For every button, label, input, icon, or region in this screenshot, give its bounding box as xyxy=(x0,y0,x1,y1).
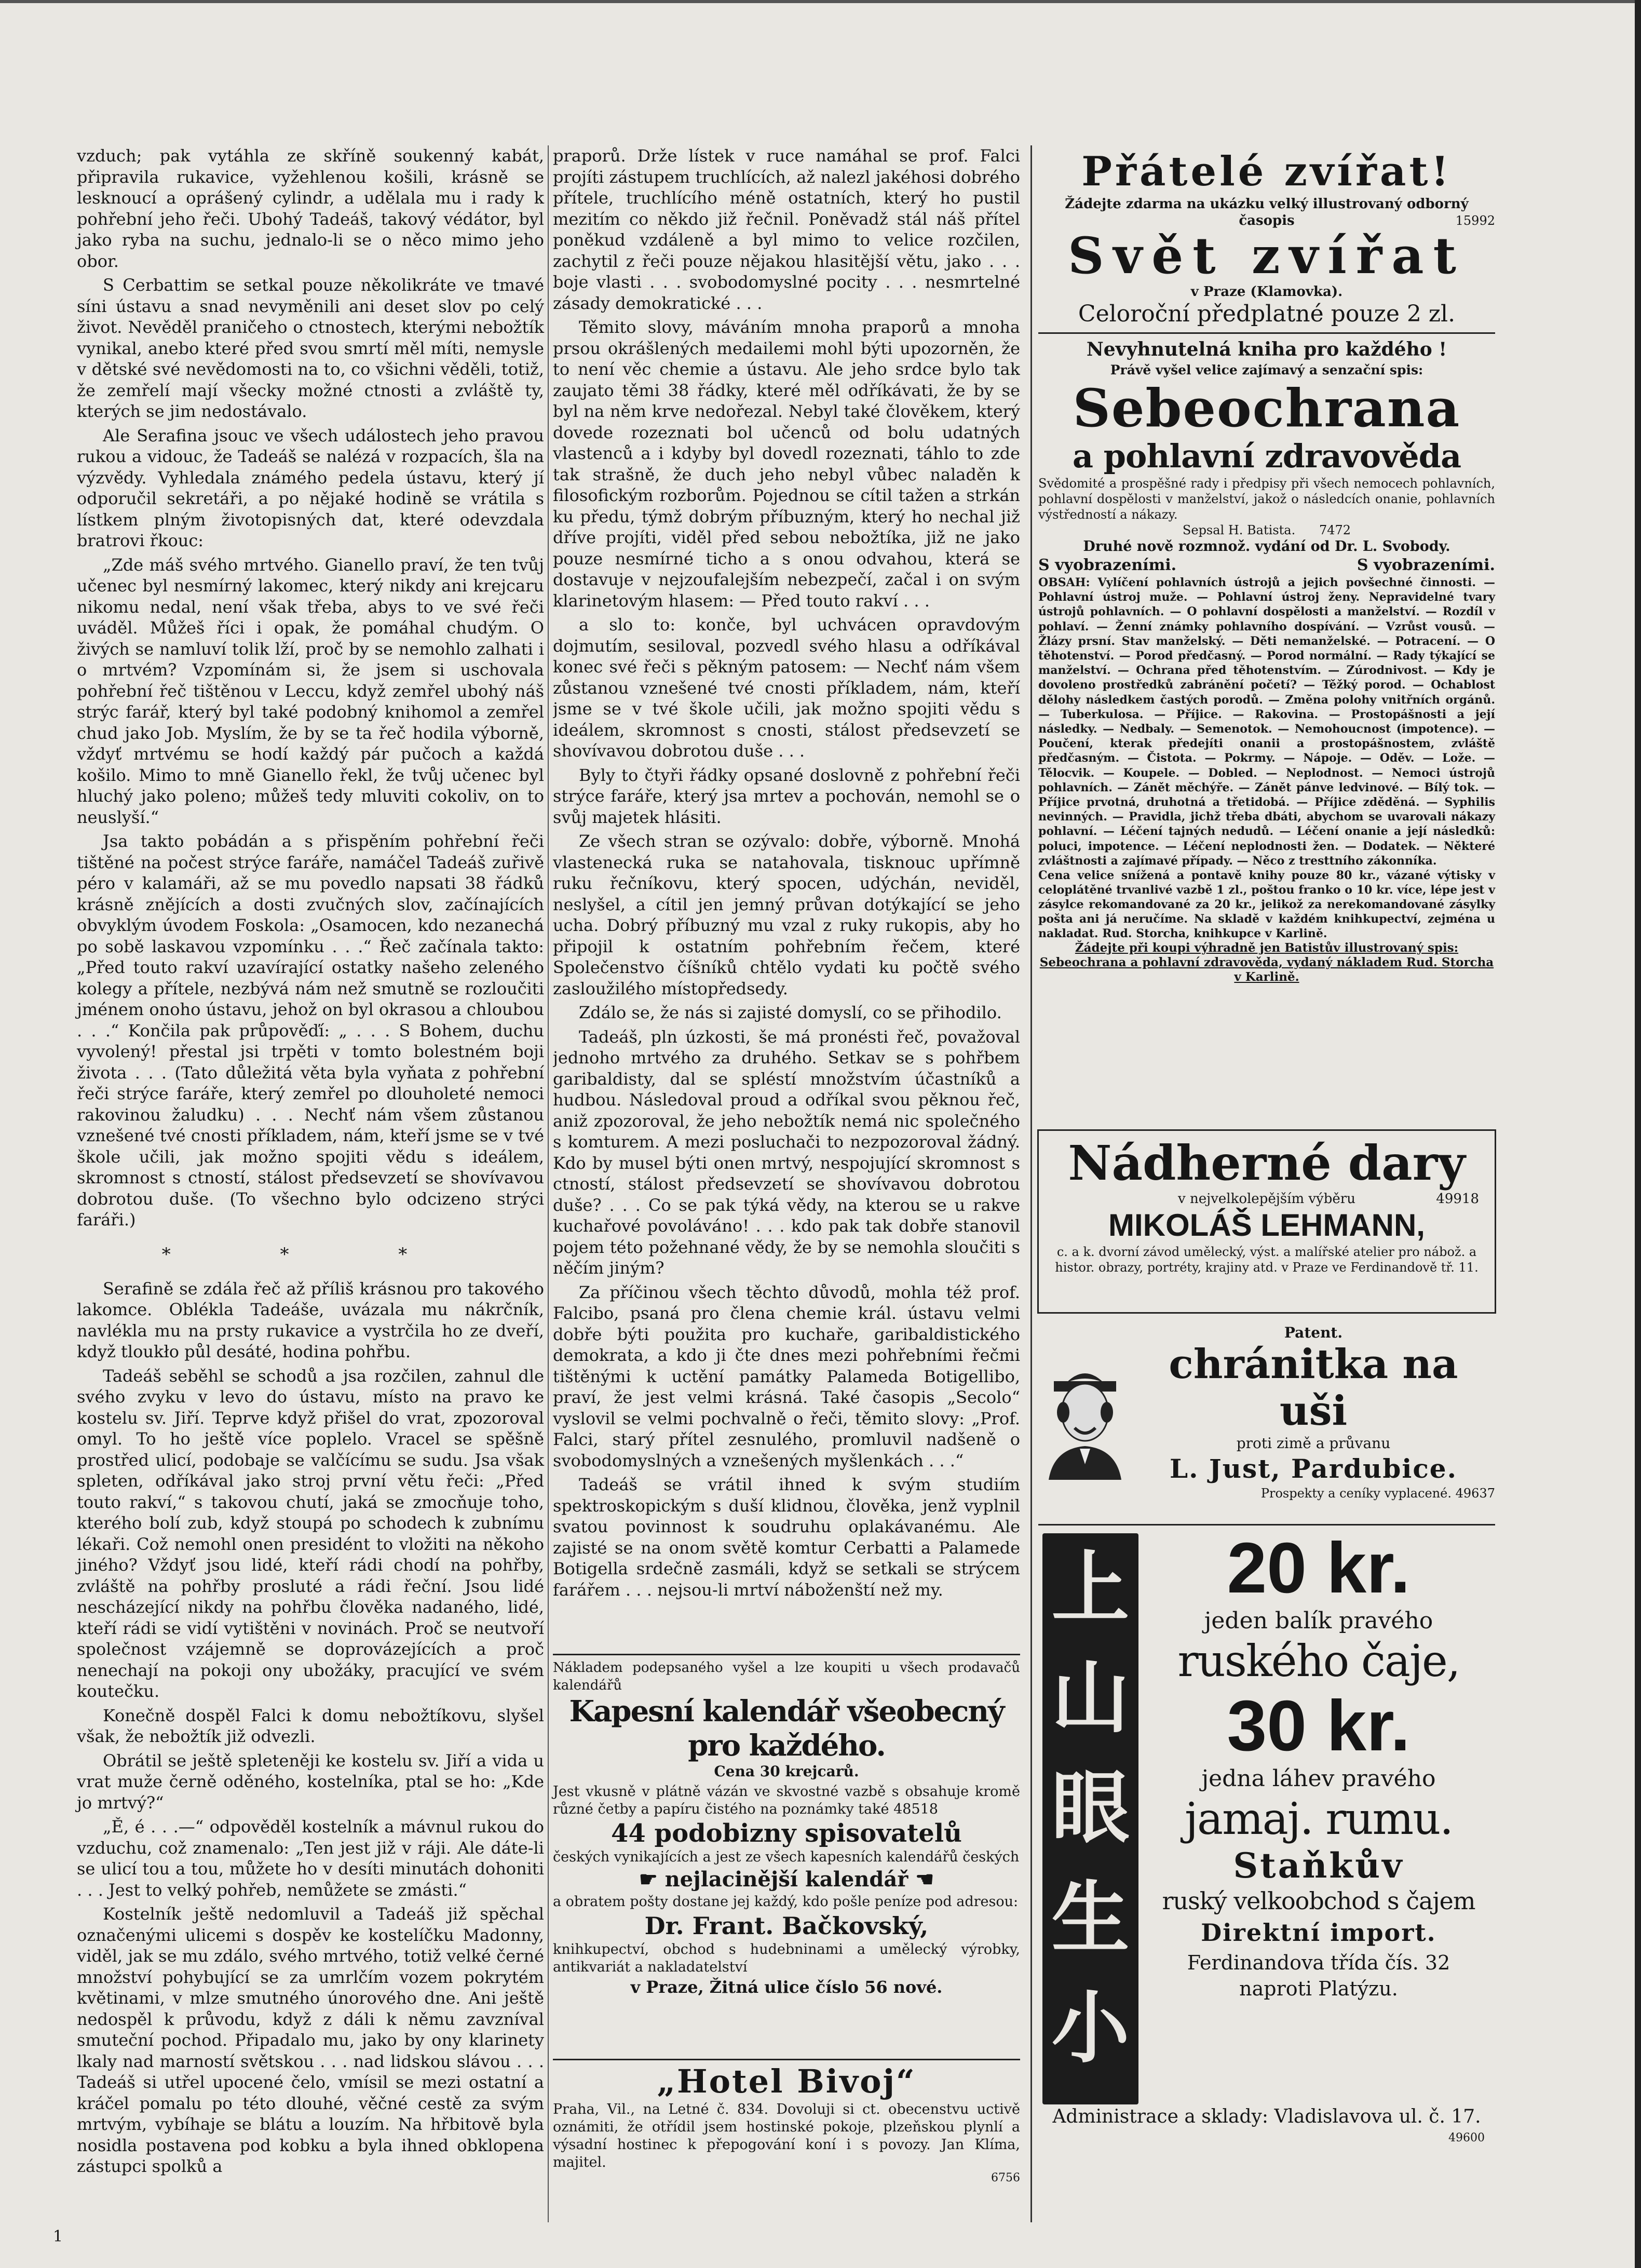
chinese-character: 山 xyxy=(1051,1653,1130,1744)
ads-column-rule xyxy=(1030,145,1032,2222)
ad-separator xyxy=(553,1654,1020,1655)
calendar-text-2: českých vynikajících a jest ze všech kapesních kalendářů českých xyxy=(553,1849,1020,1865)
tea-rum-ad xyxy=(1038,1529,1495,2220)
book-title: Sebeochrana xyxy=(1073,377,1461,439)
book-price: Cena velice snížená a pontavě knihy pouze 80 kr., vázané výtisky v celoplátěné trvanlivé vazbě 1 zl., poštou franko o 10 kr. více, lépe jest v zásylce rekomandované za 20 kr., jelikož za nerekomandované zásylky pošta ani já neručíme. Na skladě v každém knihkupectví, zejména u nakladat. Rud. Storcha, knihkupce v Karlině. xyxy=(1038,869,1495,941)
book-illustrations: S vyobrazeními. xyxy=(1038,556,1177,574)
ear-protector-sub: proti zimě a průvanu xyxy=(1236,1435,1391,1452)
chinese-character: 眼 xyxy=(1051,1763,1130,1854)
hotel-title: „Hotel Bivoj“ xyxy=(657,2062,916,2100)
pets-code: 15992 xyxy=(1455,213,1495,228)
paragraph: Ze všech stran se ozývalo: dobře, výborně. Mnohá vlastenecká ruka se natahovala, tisknouc upřímně ruku řečníkovu, který spocen, udýchán, neviděl, neslyšel, a cítil jen jemný průvan dotýkající se jeho ucha. Dobrý příbuzný mu vzal z ruky rukopis, aby ho připojil k ostatním pohřebním řečem, které Společenstvo číšníků chtělo vydati ku počtě svého zasloužilého místopředsedy. xyxy=(553,831,1020,998)
shop-admin: Administrace a sklady: Vladislavova ul. č. 17. xyxy=(1052,2106,1481,2127)
right-edge xyxy=(1635,0,1641,2268)
ear-protector-title: chránitka na uši xyxy=(1169,1341,1458,1435)
shop-code: 49600 xyxy=(1448,2131,1485,2144)
book-contents: OBSAH: Vylíčení pohlavních ústrojů a jejich povšechné činnosti. — Pohlavní ústroj muže. — Pohlavní ústroj ženy. Nepravidelné tvary ústrojů pohlavních. — O pohlavní dospělosti a manželství. — Rozdíl v pohlaví. — Ženní známky pohlavního dospívání. — Vzrůst vousů. — Žlázy prsní. Stav manželský. — Děti nemanželské. — Potracení. — O těhotenství. — Porod předčasný. — Porod normální. — Rady týkající se manželství. — Ochrana před těhotenstvím. — Zúrodnivost. — Kdy je dovoleno prostředků zabránění početí? — Těžký porod. — Ochablost dělohy následkem častých porodů. — Změna polohy vnitřních orgánů. — Tuberkulosa. — Příjice. — Rakovina. — Prostopášnosti a její následky. — Nedbaly. — Semenotok. — Nemohoucnost (impotence). — Poučení, kterak předejíti onanii a prostopášnostem, zvláště předčasným. — Čistota. — Pokrmy. — Nápoje. — Oděv. — Lože. — Tělocvik. — Koupele. — Dobled. — Neplodnost. — Nemoci ústrojů pohlavních. — Zánět měchýře. — Zánět pánve ledvinové. — Bílý tok. — Příjice prvotná, druhotná a třetidobá. — Příjice zděděná. — Syphilis nevinných. — Pravidla, jichž třeba dbáti, abychom se uvarovali nákazy pohlavní. — Léčení tajných nedudů. — Léčení onanie a její následků: poluci, impotence. — Léčení neplodnosti žen. — Dodatek. — Některé zvláštnosti a zajímavé případy. — Něco z tresttního zákonníka. xyxy=(1038,576,1495,868)
patent-label: Patent. xyxy=(1284,1324,1343,1341)
chinese-banner xyxy=(1042,1533,1138,2104)
magazine-place: v Praze (Klamovka). xyxy=(1190,284,1343,300)
ad-separator xyxy=(553,2059,1020,2060)
paragraph: Tadeáš, pln úzkosti, še má pronésti řeč, považoval jednoho mrtvého za druhého. Setkav se s pohřbem garibaldisty, dal se spléstí množstvím účastníků a hudbou. Následoval proud a odříkal svou pěknou řeč, aniž zpozoroval, že jeho nebožtík nemá nic společného s komturem. A mezi posluchači to nezpozoroval žádný. Kdo by musel býti onen mrtvý, nespojující skromnost s ctností, stálost předsevzetí se shovívavou dobrotou duše? . . . Co se pak týká vědy, na kterou se u rakve kuchařové povoláváno! . . . kdo pak tak dobře stanovil pojem této požehnané vědy, že by se nemohla sloučiti s něčím jiným? xyxy=(553,1027,1020,1278)
paragraph: praporů. Drže lístek v ruce namáhal se prof. Falci projíti zástupem truchlících, až nalezl jakéhosi dobrého přítele, truchlícího méně ostatních, který ho pustil mezitím co někdo již řečnil. Poněvadž stál náš přítel poněkud vzdáleně a byl mimo to velice rozčilen, zachytil z řeči pouze nějakou hlasitější větu, jako . . . boje vlasti . . . svobodomyslné pocity . . . nesmrtelné zásady demokratické . . . xyxy=(553,146,1020,313)
paragraph: Ale Serafina jsouc ve všech událostech jeho pravou rukou a vidouc, že Tadeáš se nalézá v rozpacích, šla na výzvědy. Vyhledala známého pedela ústavu, který jí odporučil sekretáři, a po nějaké hodině se vrátila s lístkem plným životopisných dat, které odevzdala bratrovi řkouc: xyxy=(77,425,544,550)
book-edition: Druhé nově rozmnož. vydání od Dr. L. Svobody. xyxy=(1083,538,1450,555)
paragraph: „Zde máš svého mrtvého. Gianello praví, že ten tvůj učenec byl nesmírný lakomec, který nikdy ani krejcaru nikomu nedal, není však třeba, abys to ve své řeči uváděl. Můžeš říci i opak, že pomáhal chudým. O živých se namluví tolik lží, proč by se nemohlo zalhati i o mrtvém? Vzpomínám si, že jsem si uschovala pohřební řeč tištěnou v Leccu, když zemřel ubohý náš strýc farář, který byl také podobný knihomol a zemřel chud jako Job. Myslím, že by se ta řeč hodila výborně, vždyť mrtvému se hodí každý pár pučoch a každá košilo. Mimo to mně Gianello řekl, že tvůj učenec byl hluchý jako poleno; můžeš tedy mluviti cokoliv, on to neuslyší.“ xyxy=(77,555,544,827)
man-with-earmuffs-icon xyxy=(1038,1355,1132,1480)
paragraph: Byly to čtyři řádky opsané doslovně z pohřební řeči strýce faráře, který jsa mrtev a pochován, nemohl se o svůj majetek hlásiti. xyxy=(553,765,1020,827)
book-sub: Právě vyšel velice zajímavý a senzační spis: xyxy=(1110,362,1423,377)
publisher-desc: knihkupectví, obchod s hudebninami a umělecký výrobky, antikvariát a nakladatelství xyxy=(553,1941,1020,1975)
tea-price: 20 kr. xyxy=(1227,1528,1411,1608)
gifts-sub: v nejvelkolepějším výběru xyxy=(1178,1191,1355,1207)
chinese-character: 上 xyxy=(1051,1543,1130,1634)
paragraph: Serafině se zdála řeč až příliš krásnou pro takového lakomce. Oblékla Tadeáše, uvázala mu nákrčník, navlékla mu na prsty rukavice a vystrčila ho ze dveří, když tloukło půl desáté, hodina pohřbu. xyxy=(77,1278,544,1361)
ear-protector-maker: L. Just, Pardubice. xyxy=(1170,1453,1457,1484)
calendar-text-3: a obratem pošty dostane jej každý, kdo pošle peníze pod adresou: xyxy=(553,1894,1019,1910)
paragraph: „Ě, é . . .—“ odpověděl kostelník a mávnul rukou do vzduchu, což znamenalo: „Ten jest již v ráji. Ale dáte-li se ulicí tou a tou, můžete ho v desíti minutách dohoniti . . . Jest to velký pohřeb, nemůžete se zmásti.“ xyxy=(77,1817,544,1900)
paragraph: Tadeáš seběhl se schodů a jsa rozčilen, zahnul dle svého zvyku v levo do ústavu, místo na pravo ke kostelu sv. Jiří. Teprve když přišel do vrat, zpozoroval omyl. To ho ještě více poplelo. Vracel se spěšně prostřed ulicí, podobaje se valčícímu se sudu. Jsa však spleten, odříkával jako stroj první větu řeči: „Před touto rakví,“ s takovou chutí, jaká se zmocňuje toho, kterého bolí zub, když stoupá po schodech k zubnímu lékaři. Což nemohl onen presidént to vložiti na někoho jiného? Vždyť jsou lidé, kteří rádi chodí na pohřby, zvláště na pohřby prosluté a rádi řeční. Jsou lidé nescházející nikdy na pohřbu člověka nadaného, lidé, kteří rádi se vidí vytištěni v novinách. Proč se neutvoří společnost vzájemně se doprovázejících a proč nenechají na pokoji ony ubožáky, pracující ve svém koutečku. xyxy=(77,1366,544,1701)
section-divider: * * * xyxy=(161,1244,459,1265)
hotel-code: 6756 xyxy=(991,2171,1020,2184)
article-column-2 xyxy=(553,145,1020,1641)
paragraph: Obrátil se ještě spleteněji ke kostelu sv. Jiří a vida u vrat muže černě oděného, kostelníka, ptal se ho: „Kde jo mrtvý?“ xyxy=(77,1750,544,1813)
pointing-hand-icon: ☚ xyxy=(908,1867,934,1892)
pets-sub: Žádejte zdarma na ukázku velký illustrovaný odborný časopis xyxy=(1065,196,1469,228)
chinese-character: 生 xyxy=(1051,1873,1130,1964)
top-edge xyxy=(0,0,1641,3)
ad-separator xyxy=(1038,1524,1495,1526)
shop-opposite: naproti Platýzu. xyxy=(1239,1977,1398,2000)
column-rule xyxy=(548,145,549,2222)
shop-desc: ruský velkoobchod s čajem xyxy=(1162,1887,1475,1915)
magazine-price: Celoroční předplatné pouze 2 zl. xyxy=(1078,301,1456,327)
publisher-address: v Praze, Žitná ulice číslo 56 nové. xyxy=(630,1977,943,1997)
book-code: 7472 xyxy=(1319,523,1351,537)
calendar-intro: Nákladem podepsaného vyšel a lze koupiti u všech prodavačů kalendářů xyxy=(553,1660,1020,1693)
paragraph: Za příčinou všech těchto důvodů, mohla též prof. Falcibo, psaná pro člena chemie král. ústavu velmi dobře býti použita pro kuchaře, garibaldistického demokrata, a kdo ji čte dnes mezi pohřebními řečmi tištěnými k uctění památky Palameda Botigellibo, praví, že jest velmi krásná. Také časopis „Secolo“ vyslovil se velmi pochvalně o řeči, těmito slovy: „Prof. Falci, starý přítel zesnulého, promluvil nadšeně o svobodomyslných a vznešených myšlenkách . . .“ xyxy=(553,1282,1020,1470)
ear-protector-ad xyxy=(1038,1324,1495,1501)
gifts-title: Nádherné dary xyxy=(1068,1135,1466,1191)
margin-mark: 1 xyxy=(53,2228,63,2246)
paragraph: Konečně dospěl Falci k domu nebožtíkovu, slyšel však, že nebožtík již odvezli. xyxy=(77,1705,544,1746)
publisher-name: Dr. Frant. Bačkovský, xyxy=(644,1912,929,1940)
book-illustrations: S vyobrazeními. xyxy=(1357,556,1495,574)
rum-price: 30 kr. xyxy=(1227,1686,1411,1766)
book-ad xyxy=(1038,338,1495,984)
book-author: Sepsal H. Batista. xyxy=(1182,523,1296,537)
book-note: Žádejte při koupi výhradně jen Batistův illustrovaný spis: Sebeochrana a pohlavní zdravověda, vydaný nákladem Rud. Storcha v Karlině. xyxy=(1039,941,1494,984)
shop-street: Ferdinandova třída čís. 32 xyxy=(1187,1951,1450,1974)
paragraph: Jsa takto pobádán a s přispěním pohřební řeči tištěné na počest strýce faráře, namáčel Tadeáš zuřivě péro v kalamáři, až se mu povedlo napsati 38 řádků krásně znějících a dosti zvučných slov, začínajících obvyklým úvodem Foskola: „Osamocen, kdo nezanechá po sobě laskavou vzpomínku . . .“ Řeč začínala takto: „Před touto rakví uzavírající ostatky našeho zeleného kolegy a přítele, nezbývá nám než smutně se rozloučiti jménem onoho ústavu, jehož on byl okrasou a chloubou . . .“ Končila pak průpověďí: „ . . . S Bohem, duchu vyvolený! přestal jsi trpěti v tomto bolestném boji života . . . (Tato důležitá věta byla vyňata z pohřební řeči strýce faráře, který zemřel po dlouholeté nemoci rakovinou žaludku) . . . Nechť nám všem zůstanou vznešené tvé cnosti příkladem, nám, kteří jsme se v tvé škole učili, jak možno spojiti vědu s ideálem, skromnost s ctností, stálost předsevzetí se shovívavou dobrotou duše. (To všechno bylo odcizeno strýci faráři.) xyxy=(77,831,544,1230)
shop-name: Staňkův xyxy=(1233,1845,1404,1886)
paragraph: vzduch; pak vytáhla ze skříně soukenný kabát, připravila rukavice, vyžehlenou košili, krásně se lesknoucí a oprášený cylindr, a udělala mu i rady k pohřební jeho řeči. Ubohý Tadeáš, takový védátor, byl jako ryba na suchu, jednalo-li se o něco mimo jeho obor. xyxy=(77,146,544,271)
gifts-text: c. a k. dvorní závod umělecký, výst. a malířské atelier pro nábož. a histor. obrazy, portréty, krajiny atd. v Praze ve Ferdinandově tř. 11. xyxy=(1055,1245,1479,1275)
gifts-code: 49918 xyxy=(1436,1191,1479,1207)
rum-line: jedna láhev pravého xyxy=(1201,1765,1436,1792)
gifts-name: MIKOLÁŠ LEHMANN, xyxy=(1108,1208,1425,1243)
pets-title: Přátelé zvířat! xyxy=(1081,148,1452,195)
paragraph: Tadeáš se vrátil ihned k svým studiím spektroskopickým s duší klidnou, člověka, jenž vyplnil svatou povinnost k soudruhu oplakávanému. Ale zajisté se na onom světě komtur Cerbatti a Palamede Botigella srdečně zasmáli, když se setkali se strýcem farářem . . . nejsou-li mrtví náboženští než my. xyxy=(553,1475,1020,1600)
article-column-1 xyxy=(77,145,544,2180)
calendar-code: 48518 xyxy=(893,1801,938,1817)
rum-title: jamaj. rumu. xyxy=(1184,1793,1453,1844)
calendar-portraits: 44 podobizny spisovatelů xyxy=(611,1819,962,1848)
paragraph: a slo to: konče, byl uchvácen opravdovým dojmutím, sesiloval, pozvedl svého hlasu a odříkával konec své řeči s pěkným patosem: — Nechť nám všem zůstanou vznešené tvé cnosti příkladem, nám, kteří jsme se v tvé škole učili, jak možno spojiti vědu s ideálem, skromnost s cnosti, stálost předsevzetí se shovívavou dobrotou duše . . . xyxy=(553,615,1020,761)
chinese-character: 小 xyxy=(1051,1983,1130,2074)
book-subtitle: a pohlavní zdravověda xyxy=(1072,437,1461,475)
paragraph: S Cerbattim se setkal pouze několikráte ve tmavé síni ústavu a snad nevyměnili ani deset slov po celý život. Nevěděl praničeho o ctnostech, kterými nebožtík vynikal, anebo které před svou smrtí měl míti, nemysle v dětské své nevědomosti na to, co všichni věděli, totiž, že zemřelí mají všecky možné ctnosti a zvláště ty, kterých se jim nedostávalo. xyxy=(77,275,544,421)
calendar-title: Kapesní kalendář všeobecný pro každého. xyxy=(569,1694,1004,1763)
calendar-cheapest: nejlacinější kalendář xyxy=(664,1867,908,1892)
magazine-title: Svět zvířat xyxy=(1068,226,1466,285)
hotel-text: Praha, Vil., na Letné č. 834. Dovoluji si ct. obecenstvu uctivě oznámiti, že otřídil jsem hostinské pokoje, plzeňskou plynlí a výsadní hostinec k přepogování koní i s povozy. Jan Klíma, majitel. xyxy=(553,2101,1020,2170)
book-head: Nevyhnutelná kniha pro každého ! xyxy=(1086,339,1447,360)
pets-ad xyxy=(1038,148,1495,329)
calendar-text: Jest vkusně v plátně vázán ve skvostné vazbě s obsahuje kromě různé četby a papíru čistého na poznámky také xyxy=(553,1784,1020,1817)
calendar-ad xyxy=(553,1659,1020,1998)
paragraph: Těmito slovy, máváním mnoha praporů a mnoha prsou okrášlených medailemi mohl býti upozorněn, že to není věc chemie a ústavu. Ale jeho srdce bylo tak zaujato těmi 38 řádky, které měl odříkávati, že by se byl na něm krve nedořezal. Nebyl také člověkem, který dovede rozeznati bol učenců od bolu udatných vlastenců a i kdyby byl dovedl rozeznati, táhlo to zde tak strašně, že duch jeho nebyl vůbec naladěn k filosofickým rozborům. Pojednou se cítil tažen a strkán ku předu, týmž dobrým příbuzným, který ho nechal již dříve projíti, viděl před sebou nebožtíka, již ne jako pouze nesmírné ticho a s onou odvahou, která se dostavuje v nejzoufalejším nebezpečí, začal i on svým klarinetovým hlasem: — Před touto rakví . . . xyxy=(553,317,1020,611)
ad-separator xyxy=(1038,332,1495,334)
shop-import: Direktní import. xyxy=(1201,1919,1436,1947)
gifts-ad xyxy=(1037,1129,1496,1314)
pointing-hand-icon: ☛ xyxy=(639,1867,665,1892)
calendar-price: Cena 30 krejcarů. xyxy=(714,1763,859,1780)
paragraph: Zdálo se, že nás si zajisté domyslí, co se přihodilo. xyxy=(579,1003,1002,1022)
ear-protector-note: Prospekty a ceníky vyplacené. 49637 xyxy=(1260,1486,1495,1501)
hotel-ad xyxy=(553,2062,1020,2184)
book-desc: Svědomité a prospěšné rady i předpisy při všech nemocech pohlavních, pohlavní dospělosti v manželství, jakož o následcích onanie, pohlavních výstředností a nákazy. xyxy=(1038,476,1495,522)
paragraph: Kostelník ještě nedomluvil a Tadeáš již spěchal označenými ulicemi s dospěv ke kostelíčku Madonny, viděl, jak se mu zdálo, svého mrtvého, totiž velké černé množství pohybující se za umrlčím vozem pokrytém květinami, v mlze smutného únorového dne. Ani ještě nedospěl k průvodu, když z dáli k němu zavzníval smuteční pochod. Připadalo mu, jako by ony klarinety lkaly nad marností světskou . . . nad lidskou slávou . . . Tadeáš si utřel upocené čelo, vmísil se mezi ostatní a kráčel pomalu po této dlouhé, věčné cestě za svým mrtvým, vybíhaje se blátu a louzím. Na hřbitově byla nosidla postavena pod kobku a byla ihned obklopena zástupci spolků a xyxy=(77,1904,544,2176)
tea-title: ruského čaje, xyxy=(1177,1636,1460,1686)
tea-line: jeden balík pravého xyxy=(1204,1608,1433,1634)
